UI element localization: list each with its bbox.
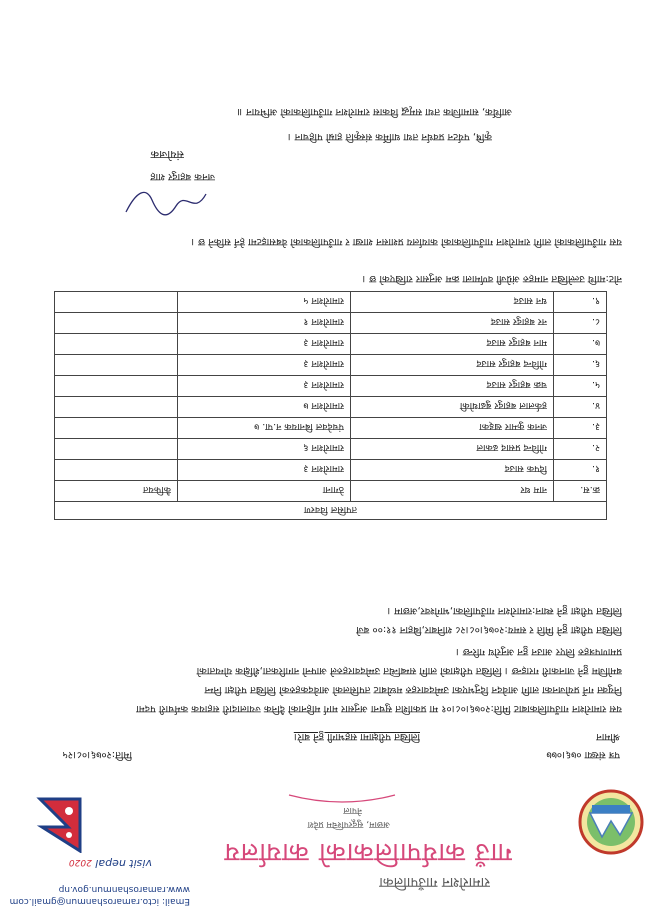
cell-remarks: [55, 376, 178, 397]
cell-name: चक्र बहादुर साउद: [351, 376, 554, 397]
cell-address: रामारोशन ३: [178, 355, 351, 376]
cell-remarks: [55, 334, 178, 355]
cell-remarks: [55, 292, 178, 313]
cell-address: पंचदेवल बिनायक न.पा. ७: [178, 418, 351, 439]
office-name: रामारोशन गाउँपालिका: [379, 874, 490, 890]
cell-address: रामारोशन १: [178, 313, 351, 334]
col-header-sn: क्र.स.: [554, 481, 607, 502]
table-header-row: [55, 481, 607, 502]
body-line-3: बमोजिम हुने जानकारी गराइन्छ । लिखित परीक्षाको लागि सम्बन्धित उम्मेदवारहरुले आफ्नो नागरिकता,शैक्षिक योग्यताको: [196, 665, 622, 676]
ref-number: पत्र संख्या ०७६।०७७: [546, 749, 620, 760]
table-row: [55, 292, 607, 313]
cell-name: धन साउद: [351, 292, 554, 313]
cell-sn: ८.: [554, 313, 607, 334]
table-title: तपसिल विवरण: [55, 502, 607, 520]
exam-venue: लिखित परीक्षा हुने स्थान:रामारोशन गाउँपालिका,भागेश्वर,अछाम ।: [387, 605, 622, 616]
col-header-remarks: कैफियत: [55, 481, 178, 502]
table-row: [55, 376, 607, 397]
table-row: [55, 334, 607, 355]
footer-line-2: आर्थिक, सामाजिक तथा समृद्ध विकास रामारोशन गाउँपालिकाको अभियान ॥: [236, 106, 512, 117]
body-line-4: प्रमाणपत्रहरु लिएर आउन हुन अनुरोध गरिन्छ ।: [455, 646, 622, 657]
visit-nepal-logo: [69, 857, 152, 870]
exam-datetime: लिखित परीक्षा हुने मिति र समय:२०७६।०८।२८ शनिबार,बिहान ११:०० बजे: [356, 624, 622, 635]
handwritten-signature: [122, 186, 212, 220]
cell-sn: १.: [554, 460, 607, 481]
note-text: नोट:माथि उल्लेखित नामहरु अंग्रेजी वर्णमाला क्रम अनुसार राखिएको छ ।: [362, 273, 622, 284]
table-row: [55, 355, 607, 376]
visit-nepal-text: visit nepal: [95, 857, 152, 870]
cell-address: रामारोशन ३: [178, 376, 351, 397]
subject-line: लिखित परीक्षामा सहभागी हुने बारे।: [293, 731, 420, 742]
municipality-stamp: [287, 792, 397, 806]
cell-sn: ६.: [554, 355, 607, 376]
cell-name: नर बहादुर साउद: [351, 313, 554, 334]
cell-name: गोविन्द प्रसाद ढकाल: [351, 439, 554, 460]
cell-address: रामारोशन ५: [178, 292, 351, 313]
address-line-2: नेपाल: [343, 805, 362, 815]
cell-sn: ४.: [554, 397, 607, 418]
closing-text: यस गाउँपालिकाको लागि रामारोशन गाउँपालिकाको कार्यालय प्रशासन शाखा र गाउँपालिकाको वेबसाइटमा हेर्न सकिने छ ।: [191, 236, 622, 247]
visit-nepal-year: 2020: [68, 857, 92, 867]
salutation: श्रीमान: [596, 731, 620, 742]
cell-sn: २.: [554, 439, 607, 460]
col-header-address: ठेगाना: [178, 481, 351, 502]
table-row: [55, 397, 607, 418]
cell-sn: ३.: [554, 418, 607, 439]
cell-name: मान बहादुर साउद: [351, 334, 554, 355]
letter-date: मिति:२०७६।०८।२५: [62, 749, 132, 760]
cell-name: गोविन्द बहादुर साउद: [351, 355, 554, 376]
cell-name: जनक कुमार खड्का: [351, 418, 554, 439]
footer-line-1: कृषि, पर्यटन प्रवर्धन तथा धार्मिक संस्कृति हाम्रो पहिचान ।: [287, 131, 492, 142]
signatory-title: संयोजक: [150, 148, 184, 161]
cell-remarks: [55, 418, 178, 439]
cell-address: रामारोशन ६: [178, 439, 351, 460]
cell-address: रामारोशन ३: [178, 334, 351, 355]
body-line-2: नियुक्त गर्ने प्रयोजनका लागि आवेदन दिनुभएका उम्मेदवारहरु मध्येबाट तपसिलको आवेदकहरुको लिखित परीक्षा निम्न: [204, 684, 622, 695]
website-text: www.ramaroshanmun.gov.np: [58, 884, 190, 894]
address-line-1: अछाम, सुदूरपश्चिम प्रदेश: [307, 819, 390, 829]
table-row: [55, 313, 607, 334]
nepal-flag-icon: [36, 793, 82, 853]
signatory-name: जनक बहादुर शाह: [150, 171, 215, 182]
cell-sn: ७.: [554, 334, 607, 355]
cell-remarks: [55, 355, 178, 376]
col-header-name: नाम थर: [351, 481, 554, 502]
table-row: [55, 460, 607, 481]
email-text: Email: icto.ramaroshanmun@gmail.com: [9, 896, 190, 906]
municipality-emblem: [578, 789, 644, 855]
office-title: गाउँ कार्यपालिकाको कार्यालय: [223, 837, 512, 867]
cell-sn: ९.: [554, 292, 607, 313]
table-row: [55, 439, 607, 460]
candidate-table: [54, 291, 607, 520]
cell-sn: ५.: [554, 376, 607, 397]
cell-name: हर्कलाल बहादुर बुढाथोकी: [351, 397, 554, 418]
cell-remarks: [55, 313, 178, 334]
cell-name: दिपक साउद: [351, 460, 554, 481]
cell-address: रामारोशन ७: [178, 397, 351, 418]
cell-remarks: [55, 439, 178, 460]
cell-remarks: [55, 397, 178, 418]
table-row: [55, 418, 607, 439]
cell-address: रामारोशन ३: [178, 460, 351, 481]
body-line-1: यस रामारोशन गाउँपालिकाबाट मिति:२०७६।०८।०१ मा प्रकाशित सुचना अनुसार मार्ग महिनाको दैनिक ज्यालादारी सहायक कर्मचारी पदमा: [136, 703, 622, 714]
cell-remarks: [55, 460, 178, 481]
